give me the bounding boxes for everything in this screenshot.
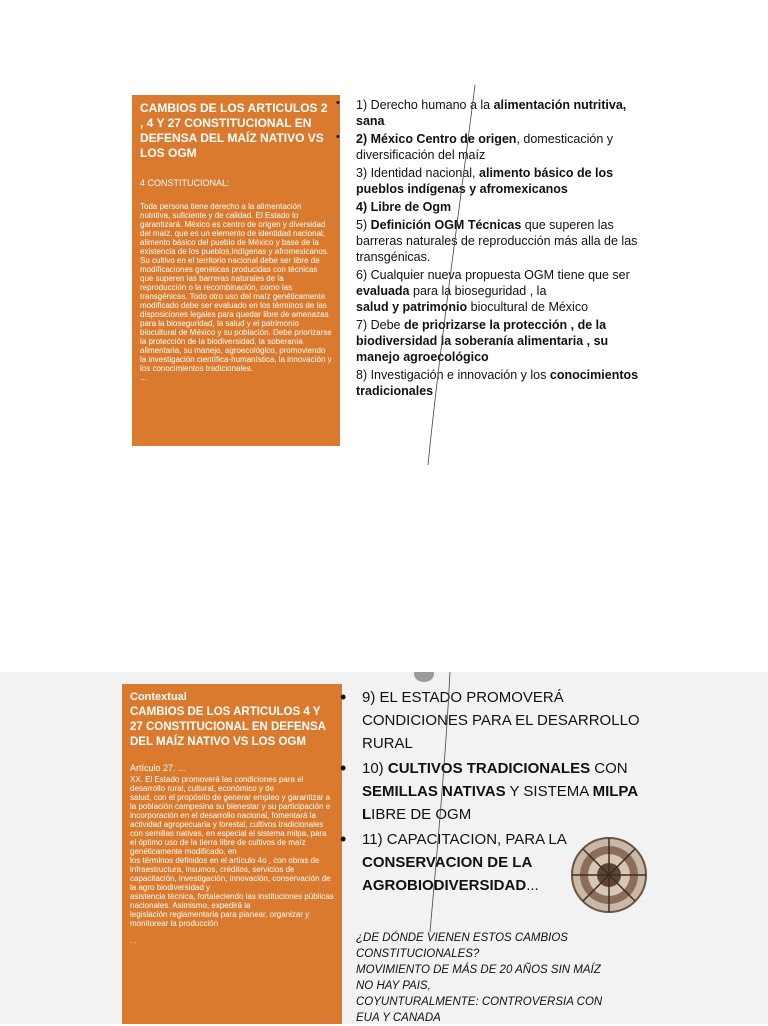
- list-item: • 1) Derecho humano a la alimentación nutritiva, sana: [346, 97, 646, 129]
- pen-stroke-line: [420, 672, 460, 932]
- slide2-text-5: legislación reglamentaria para planear, organizar y monitorear la producción: [130, 910, 310, 928]
- slide-top-shadow: [400, 672, 440, 688]
- slide2-text-3: los términos definidos en el artículo 4o , con obras de infraestructura, insumos, créditos, servicios de capacitación, investigación, innovación, conservación de la agro biodiversidad y: [130, 856, 331, 892]
- slide2-text-4: asistencia técnica, fortaleciendo las instituciones públicas nacionales. Asimismo, expedirá la: [130, 892, 334, 910]
- slide1-header: CAMBIOS DE LOS ARTICULOS 2 , 4 Y 27 CONSTITUCIONAL EN DEFENSA DEL MAÍZ NATIVO VS LOS OGM: [132, 95, 340, 173]
- list-item: • 10) CULTIVOS TRADICIONALES CON SEMILLAS NATIVAS Y SISTEMA MILPA LIBRE DE OGM: [340, 757, 640, 826]
- controversy-line: COYUNTURALMENTE: CONTROVERSIA CON EUA Y CANADA: [356, 996, 603, 1024]
- list-item: 8) Investigación e innovación y los conocimientos tradicionales: [356, 368, 639, 398]
- slide2-subtitle: Artículo 27. ...: [130, 763, 186, 773]
- slide2-text-1: XX. El Estado promoverá las condiciones para el desarrollo rural, cultural, económico y de: [130, 775, 304, 793]
- slide2-context-label: Contextual: [130, 691, 187, 703]
- slide2-question-block: [356, 930, 616, 1026]
- list-item: • 2) México Centro de origen, domesticación y diversificación del maíz: [346, 131, 646, 163]
- list-item: • 9) EL ESTADO PROMOVERÁ CONDICIONES PARA EL DESARROLLO RURAL: [340, 686, 640, 755]
- list-item: • 11) CAPACITACION, PARA LA CONSERVACION DE LA AGROBIODIVERSIDAD...: [340, 828, 640, 897]
- aztec-seal-icon: [570, 836, 648, 914]
- slide1-ellipsis: ...: [140, 373, 147, 382]
- list-item: salud y patrimonio biocultural de México: [356, 300, 589, 314]
- movement-line: MOVIMIENTO DE MÁS DE 20 AÑOS SIN MAÍZ NO HAY PAIS,: [356, 964, 601, 992]
- slide2-text-2: salud, con el propósito de generar empleo y garantizar a la población campesina su bienestar y su participación e incorporación en el desarrollo nacional, fomentará la actividad agropecuaria y forestal, cultivos tradicionales con semillas nativas, en especial el sistema milpa, para el óptimo uso de la tierra libre de cultivos de maíz genéticamente modificado, en: [130, 793, 331, 856]
- slide2-ellipsis: ...: [130, 936, 137, 945]
- slide2-article-box: [122, 758, 342, 1024]
- slide2-title: CAMBIOS DE LOS ARTICULOS 4 Y 27 CONSTITUCIONAL EN DEFENSA DEL MAÍZ NATIVO VS LOS OGM: [130, 706, 326, 748]
- slide-2: [0, 672, 768, 1024]
- slide1-subtitle: 4 CONSTITUCIONAL:: [140, 178, 230, 188]
- slide-1: [0, 85, 768, 455]
- list-item: 3) Identidad nacional, alimento básico de los pueblos indígenas y afromexicanos: [356, 166, 614, 196]
- slide1-article-text: Toda persona tiene derecho a la alimentación nutritiva, suficiente y de calidad. El Estado lo garantizará. México es centro de origen y diversidad del maíz, que es un elemento de identidad nacional, alimento básico del pueblo de México y base de la existencia de los pueblos,indígenas y afromexicanos. Su cultivo en el territorio nacional debe ser libre de modificaciones genéticas producidas con técnicas que superen las barreras naturales de la reproducción o la recombinación, como las transgénicas. Todo otro uso del maíz genéticamente modificado debe ser evaluado en los términos de las disposiciones legales para quedar libre de amenazas para la bioseguridad, la salud y el patrimonio biocultural de México y su población. Debe priorizarse la protección de la biodiversidad, la soberanía alimentaria, su manejo, agroecológico, promoviendo la investigación científica-humanística, la innovación y los conocimientos tradicionales.: [140, 202, 332, 373]
- slide1-points-list: [346, 97, 646, 401]
- list-item: 4) Libre de Ogm: [356, 200, 452, 214]
- list-item: 5) Definición OGM Técnicas que superen las barreras naturales de reproducción más alla de las transgénicas.: [356, 218, 638, 264]
- question-line: ¿DE DÓNDE VIENEN ESTOS CAMBIOS CONSTITUCIONALES?: [356, 932, 568, 960]
- pen-stroke-line: [420, 85, 480, 465]
- list-item: 6) Cualquier nueva propuesta OGM tiene que ser evaluada para la bioseguridad , la: [356, 268, 630, 298]
- slide2-header: [122, 684, 342, 758]
- list-item: 7) Debe de priorizarse la protección , de la biodiversidad la soberanía alimentaria , su manejo agroecológico: [356, 318, 609, 364]
- slide1-article-box: [132, 173, 340, 446]
